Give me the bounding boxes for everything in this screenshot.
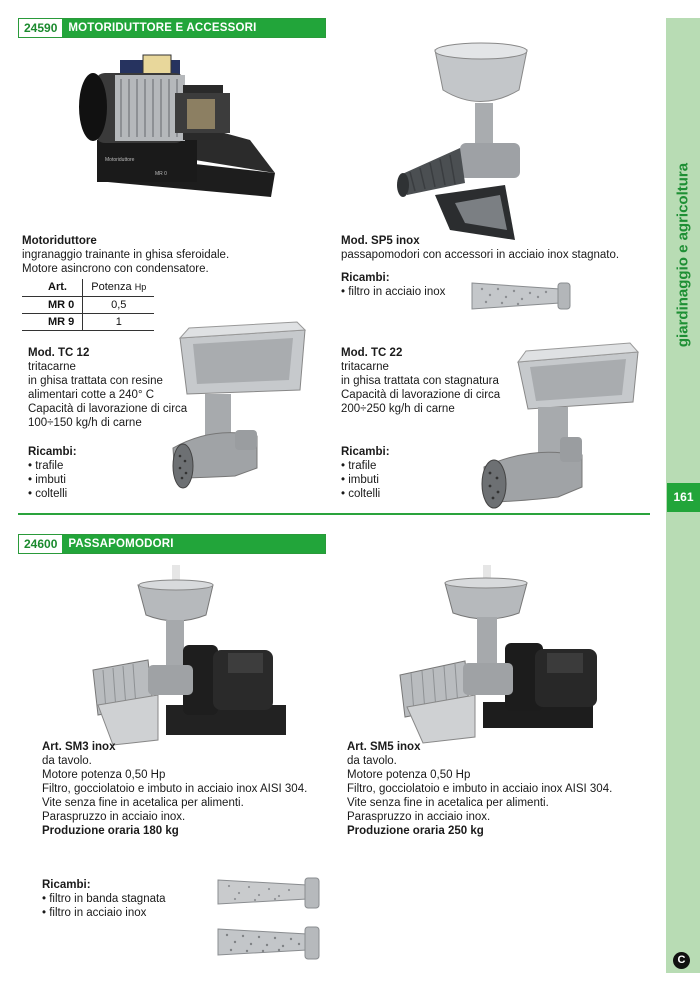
sm5-line: Vite senza fine in acetalica per alimenti. [347, 797, 549, 809]
sidebar-category: giardinaggio e agricoltura [674, 162, 692, 348]
plate-label-1: Motoriduttore [105, 157, 135, 163]
motoriduttore-line: ingranaggio trainante in ghisa sferoidale. [22, 249, 230, 261]
sm3-line: Paraspruzzo in acciaio inox. [42, 811, 186, 823]
ricambi-item: • trafile [341, 460, 377, 472]
tc12-line: 100÷150 kg/h di carne [28, 417, 142, 429]
section-code: 24590 [19, 19, 62, 37]
sp5-title: Mod. SP5 inox [341, 235, 420, 247]
filter-banda-image [215, 874, 325, 910]
page-number: 161 [667, 483, 700, 512]
section-divider [18, 513, 650, 515]
ricambi-item: • filtro in banda stagnata [42, 893, 166, 905]
tc22-ricambi [341, 445, 390, 501]
tc12-ricambi [28, 445, 77, 501]
table-cell-art: MR 9 [22, 313, 83, 330]
tc22-line: in ghisa trattata con stagnatura [341, 375, 499, 387]
tc12-line: tritacarne [28, 361, 76, 373]
sm3-line: Vite senza fine in acetalica per alimenti. [42, 797, 244, 809]
tc12-line: alimentari cotte a 240° C [28, 389, 155, 401]
ricambi-item: • trafile [28, 460, 64, 472]
ricambi-label: Ricambi: [28, 446, 77, 458]
sp5-ricambi [341, 271, 445, 299]
motoriduttore-line: Motore asincrono con condensatore. [22, 263, 209, 275]
sm3-line: Filtro, gocciolatoio e imbuto in acciaio inox AISI 304. [42, 783, 308, 795]
motoriduttore-block [22, 234, 229, 276]
sm5-block [347, 740, 612, 838]
sp5-desc: passapomodori con accessori in acciaio inox stagnato. [341, 249, 620, 261]
sm5-image [395, 565, 605, 745]
sm3-block [42, 740, 307, 838]
sm3-image [88, 565, 298, 745]
table-cell-art: MR 0 [22, 296, 83, 313]
sm5-line: Filtro, gocciolatoio e imbuto in acciaio inox AISI 304. [347, 783, 613, 795]
section-title: MOTORIDUTTORE E ACCESSORI [68, 22, 257, 34]
plate-label-2: MR 0 [155, 171, 167, 177]
sp5-image [395, 45, 565, 245]
ricambi-item: • coltelli [28, 488, 68, 500]
sp5-filter-image [470, 277, 575, 313]
sm3-title: Art. SM3 inox [42, 741, 116, 753]
tc12-block [28, 346, 187, 430]
tc22-line: tritacarne [341, 361, 389, 373]
ricambi-item: • filtro in acciaio inox [341, 286, 446, 298]
sm3-production: Produzione oraria 180 kg [42, 825, 179, 837]
tc12-image [165, 318, 315, 493]
sm3-line: da tavolo. [42, 755, 92, 767]
table-cell-hp: 1 [83, 313, 154, 330]
section-header-24600 [18, 534, 326, 554]
tc22-block [341, 346, 500, 416]
tc12-line: Capacità di lavorazione di circa [28, 403, 188, 415]
tc12-line: in ghisa trattata con resine [28, 375, 163, 387]
section-title: PASSAPOMODORI [68, 538, 174, 550]
table-row [22, 313, 154, 330]
table-cell-hp: 0,5 [83, 296, 154, 313]
spec-table [22, 279, 154, 331]
tc22-line: 200÷250 kg/h di carne [341, 403, 455, 415]
section-code: 24600 [19, 535, 62, 553]
sm5-production: Produzione oraria 250 kg [347, 825, 484, 837]
sm3-line: Motore potenza 0,50 Hp [42, 769, 166, 781]
sm5-title: Art. SM5 inox [347, 741, 421, 753]
ricambi-label: Ricambi: [341, 446, 390, 458]
sm5-line: Paraspruzzo in acciaio inox. [347, 811, 491, 823]
tc12-title: Mod. TC 12 [28, 347, 90, 359]
category-badge: C [673, 952, 690, 969]
sm5-line: da tavolo. [347, 755, 397, 767]
ricambi-item: • filtro in acciaio inox [42, 907, 147, 919]
ricambi-item: • coltelli [341, 488, 381, 500]
tc22-title: Mod. TC 22 [341, 347, 403, 359]
ricambi-label: Ricambi: [341, 272, 390, 284]
ricambi-label: Ricambi: [42, 879, 91, 891]
ricambi-item: • imbuti [341, 474, 379, 486]
table-header-potenza: Potenza Hp [83, 279, 154, 296]
motoriduttore-title: Motoriduttore [22, 235, 97, 247]
tc22-line: Capacità di lavorazione di circa [341, 389, 501, 401]
table-header-art: Art. [22, 279, 83, 296]
sm5-line: Motore potenza 0,50 Hp [347, 769, 471, 781]
ricambi-item: • imbuti [28, 474, 66, 486]
tc22-image [478, 337, 643, 512]
section-header-24590 [18, 18, 326, 38]
table-row [22, 296, 154, 313]
filter-inox-image [215, 923, 325, 961]
section2-ricambi [42, 878, 166, 920]
sp5-block [341, 234, 619, 262]
motoriduttore-image [75, 45, 280, 215]
